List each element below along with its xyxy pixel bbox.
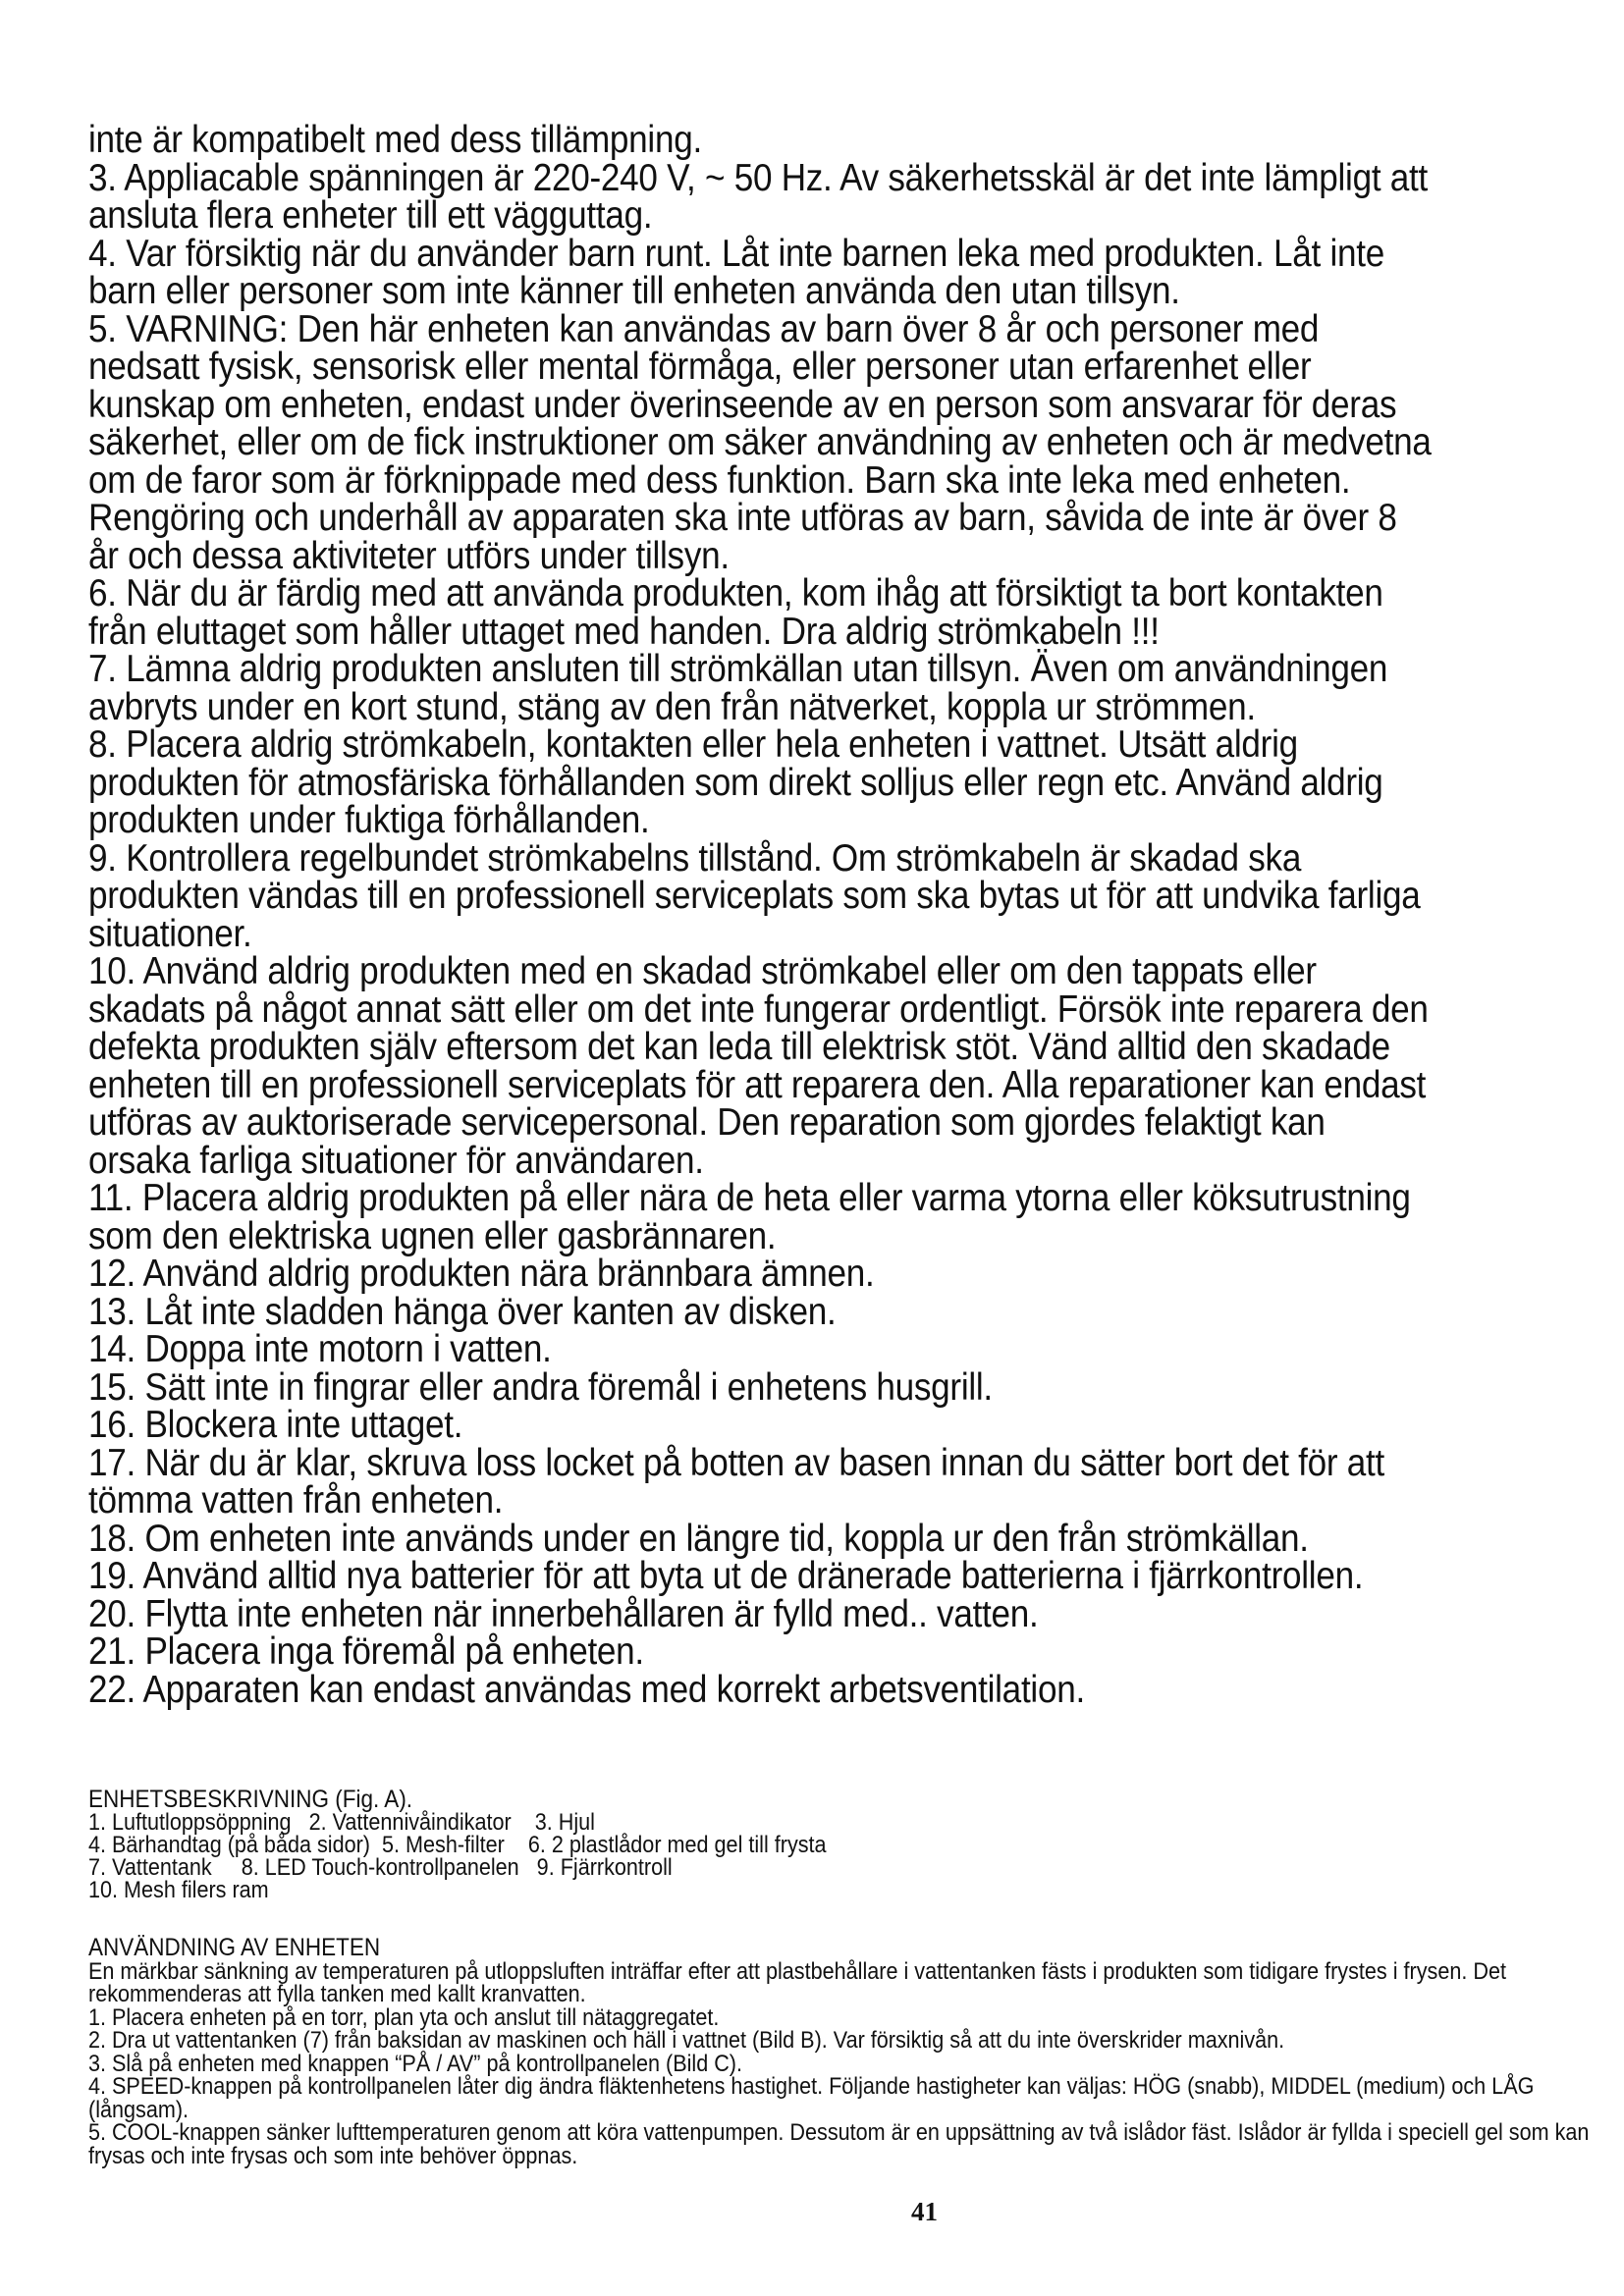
instruction-item-14: 14. Doppa inte motorn i vatten. xyxy=(88,1328,552,1370)
description-line: 4. Bärhandtag (på båda sidor) 5. Mesh-filter 6. 2 plastlådor med gel till frysta xyxy=(88,1832,827,1858)
instruction-item-4: 4. Var försiktig när du använder barn runt. Låt inte barnen leka med produkten. Låt inte barn eller personer som inte känner till enheten använda den utan tillsyn. xyxy=(88,232,1384,312)
instruction-item-3: 3. Appliacable spänningen är 220-240 V, ~ 50 Hz. Av säkerhetsskäl är det inte lämpligt att ansluta flera enheter till ett vägguttag. xyxy=(88,156,1429,237)
instruction-item-7: 7. Lämna aldrig produkten ansluten till strömkällan utan tillsyn. Även om användningen avbryts under en kort stund, stäng av den från nätverket, koppla ur strömmen. xyxy=(88,648,1388,728)
instruction-item-17: 17. När du är klar, skruva loss locket på botten av basen innan du sätter bort det för att tömma vatten från enheten. xyxy=(88,1441,1385,1522)
instruction-item-5: 5. VARNING: Den här enheten kan användas av barn över 8 år och personer med nedsatt fysisk, sensorisk eller mental förmåga, eller personer utan erfarenhet eller kunskap om enheten, endast under överinseende av en person som ansvarar för deras säkerhet, eller om de fick instruktioner om säker användning av enheten och är medvetna om de faror som är förknippade med dess funktion. Barn ska inte leka med enheten. Rengöring och underhåll av apparaten ska inte utföras av barn, såvida de inte är över 8 år och dessa aktiviteter utförs under tillsyn. xyxy=(88,307,1432,577)
instruction-item-11: 11. Placera aldrig produkten på eller nära de heta eller varma ytorna eller köksutrustning som den elektriska ugnen eller gasbrännaren. xyxy=(88,1177,1411,1257)
instruction-item-15: 15. Sätt inte in fingrar eller andra föremål i enhetens husgrill. xyxy=(88,1365,993,1409)
instruction-item-19: 19. Använd alltid nya batterier för att byta ut de dränerade batterierna i fjärrkontrollen. xyxy=(88,1555,1364,1597)
instruction-item-9: 9. Kontrollera regelbundet strömkabelns tillstånd. Om strömkabeln är skadad ska produkten vändas till en professionell serviceplats som ska bytas ut för att undvika farliga situationer. xyxy=(88,836,1421,955)
instruction-item-12: 12. Använd aldrig produkten nära brännbara ämnen. xyxy=(88,1253,875,1295)
usage-section xyxy=(88,1934,1591,2169)
description-heading: ENHETSBESKRIVNING (Fig. A). xyxy=(88,1786,413,1813)
description-line: 1. Luftutloppsöppning 2. Vattennivåindikator 3. Hjul xyxy=(88,1809,595,1836)
safety-instructions xyxy=(88,119,1432,1711)
page-number: 41 xyxy=(911,2197,938,2226)
instruction-item-6: 6. När du är färdig med att använda produkten, kom ihåg att försiktigt ta bort kontakten från eluttaget som håller uttaget med handen. Dra aldrig strömkabeln !!! xyxy=(88,572,1383,653)
device-description xyxy=(88,1786,1432,1903)
usage-step-3: 3. Slå på enheten med knappen “PÅ / AV” på kontrollpanelen (Bild C). xyxy=(88,2050,743,2077)
instruction-item-16: 16. Blockera inte uttaget. xyxy=(88,1404,463,1446)
instruction-item-21: 21. Placera inga föremål på enheten. xyxy=(88,1630,644,1673)
instruction-item-8: 8. Placera aldrig strömkabeln, kontakten eller hela enheten i vattnet. Utsätt aldrig produkten för atmosfäriska förhållanden som direkt solljus eller regn etc. Använd aldrig produkten under fuktiga förhållanden. xyxy=(88,723,1383,841)
usage-step-4: 4. SPEED-knappen på kontrollpanelen låter dig ändra fläktenhetens hastighet. Följande hastigheter kan väljas: HÖG (snabb), MIDDEL (medium) och LÅG (långsam). xyxy=(88,2073,1535,2123)
usage-step-1: 1. Placera enheten på en torr, plan yta och anslut till nätaggregatet. xyxy=(88,2003,720,2031)
instruction-item-10: 10. Använd aldrig produkten med en skadad strömkabel eller om den tappats eller skadats på något annat sätt eller om det inte fungerar ordentligt. Försök inte reparera den defekta produkten själv eftersom det kan leda till elektrisk stöt. Vänd alltid den skadade enheten till en professionell serviceplats för att reparera den. Alla reparationer kan endast utföras av auktoriserade servicepersonal. Den reparation som gjordes felaktigt kan orsaka farliga situationer för användaren. xyxy=(88,950,1429,1182)
usage-step-2: 2. Dra ut vattentanken (7) från baksidan av maskinen och häll i vattnet (Bild B). Var försiktig så att du inte överskrider maxnivån. xyxy=(88,2027,1285,2054)
instruction-item-20: 20. Flytta inte enheten när innerbehållaren är fylld med.. vatten. xyxy=(88,1592,1039,1635)
description-line: 7. Vattentank 8. LED Touch-kontrollpanelen 9. Fjärrkontroll xyxy=(88,1854,673,1881)
intro-line: inte är kompatibelt med dess tillämpning. xyxy=(88,119,702,161)
instruction-item-22: 22. Apparaten kan endast användas med korrekt arbetsventilation. xyxy=(88,1668,1085,1711)
usage-step-5: 5. COOL-knappen sänker lufttemperaturen genom att köra vattenpumpen. Dessutom är en uppsättning av två islådor fäst. Islådor är fyllda i speciell gel som kan frysas och inte frysas och som inte behöver öppnas. xyxy=(88,2119,1590,2169)
usage-intro: En märkbar sänkning av temperaturen på utloppsluften inträffar efter att plastbehållare i vattentanken fästs i produkten som tidigare frystes i frysen. Det rekommenderas att fylla tanken med kallt kranvatten. xyxy=(88,1957,1506,2007)
instruction-item-13: 13. Låt inte sladden hänga över kanten av disken. xyxy=(88,1290,837,1333)
instruction-item-18: 18. Om enheten inte används under en längre tid, koppla ur den från strömkällan. xyxy=(88,1517,1309,1560)
usage-heading: ANVÄNDNING AV ENHETEN xyxy=(88,1934,381,1961)
description-line: 10. Mesh filers ram xyxy=(88,1877,269,1903)
